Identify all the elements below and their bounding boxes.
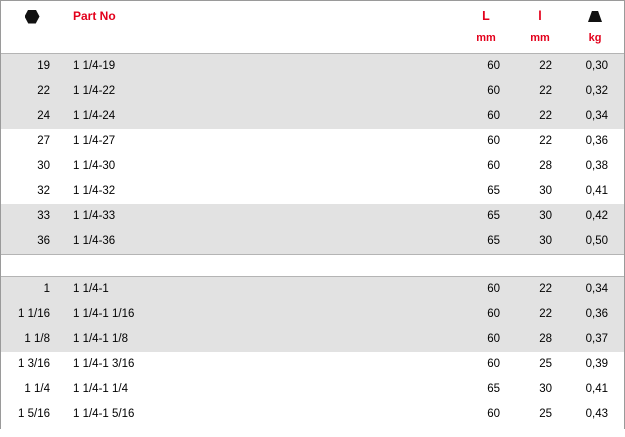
cell-weight: 0,41 (566, 377, 624, 402)
cell-L: 60 (458, 154, 514, 179)
cell-L: 65 (458, 179, 514, 204)
header-row (1, 1, 624, 54)
table-row (1, 79, 624, 104)
cell-size: 22 (1, 79, 63, 104)
cell-weight: 0,38 (566, 154, 624, 179)
cell-l: 22 (514, 54, 566, 80)
cell-L: 60 (458, 302, 514, 327)
column-header-L-symbol: L (482, 8, 490, 25)
table-row (1, 129, 624, 154)
cell-l: 28 (514, 327, 566, 352)
cell-part-no: 1 1/4-1 3/16 (63, 352, 458, 377)
cell-part-no: 1 1/4-32 (63, 179, 458, 204)
cell-weight: 0,41 (566, 179, 624, 204)
column-header-l-unit: mm (530, 31, 550, 45)
cell-weight: 0,32 (566, 79, 624, 104)
cell-L: 60 (458, 402, 514, 427)
cell-part-no: 1 1/4-24 (63, 104, 458, 129)
table-row (1, 352, 624, 377)
weight-icon (588, 8, 602, 25)
cell-weight: 0,42 (566, 204, 624, 229)
table-row (1, 302, 624, 327)
cell-l: 25 (514, 352, 566, 377)
cell-size: 30 (1, 154, 63, 179)
cell-size: 1 1/8 (1, 327, 63, 352)
table-row (1, 154, 624, 179)
table-row (1, 229, 624, 255)
cell-L: 60 (458, 352, 514, 377)
column-header-size (1, 1, 63, 54)
cell-l: 25 (514, 402, 566, 427)
column-header-part-no-label: Part No (73, 9, 116, 24)
cell-size: 1 5/16 (1, 402, 63, 427)
group-separator-cell (1, 255, 624, 277)
cell-size: 32 (1, 179, 63, 204)
cell-size: 36 (1, 229, 63, 255)
cell-L: 65 (458, 204, 514, 229)
cell-l: 22 (514, 302, 566, 327)
cell-size: 27 (1, 129, 63, 154)
column-header-l-symbol: l (538, 8, 541, 25)
cell-l: 30 (514, 229, 566, 255)
cell-l: 28 (514, 154, 566, 179)
hexagon-icon (25, 8, 40, 25)
cell-L: 65 (458, 229, 514, 255)
cell-L: 60 (458, 129, 514, 154)
table-row (1, 179, 624, 204)
cell-l: 30 (514, 179, 566, 204)
cell-l: 30 (514, 204, 566, 229)
cell-weight: 0,36 (566, 129, 624, 154)
group-separator (1, 255, 624, 277)
cell-part-no: 1 1/4-1 1/4 (63, 377, 458, 402)
cell-weight: 0,50 (566, 229, 624, 255)
table-row (1, 204, 624, 229)
table-row (1, 377, 624, 402)
table-body (1, 54, 624, 437)
cell-l: 22 (514, 277, 566, 303)
cell-part-no: 1 1/4-19 (63, 54, 458, 80)
cell-part-no: 1 1/4-27 (63, 129, 458, 154)
cell-part-no: 1 1/4-1 1/8 (63, 327, 458, 352)
cell-weight: 0,30 (566, 54, 624, 80)
cell-L: 60 (458, 54, 514, 80)
cell-part-no: 1 1/4-1 (63, 277, 458, 303)
table-row (1, 104, 624, 129)
cell-L: 60 (458, 327, 514, 352)
cell-part-no: 1 1/4-1 1/16 (63, 302, 458, 327)
column-header-part-no (63, 1, 458, 54)
cell-weight: 0,39 (566, 352, 624, 377)
cell-weight: 0,43 (566, 402, 624, 427)
cell-part-no: 1 1/4-1 5/16 (63, 402, 458, 427)
cell-L: 60 (458, 79, 514, 104)
cell-size: 1 (1, 277, 63, 303)
cell-size: 1 1/16 (1, 302, 63, 327)
cell-weight: 0,37 (566, 327, 624, 352)
cell-size: 33 (1, 204, 63, 229)
cell-L: 60 (458, 277, 514, 303)
cell-size: 1 1/4 (1, 377, 63, 402)
cell-weight: 0,36 (566, 302, 624, 327)
specification-table (1, 1, 624, 437)
column-header-L (458, 1, 514, 54)
table-header (1, 1, 624, 54)
cell-l: 30 (514, 377, 566, 402)
table-row (1, 277, 624, 303)
column-header-weight (566, 1, 624, 54)
cell-l: 22 (514, 129, 566, 154)
column-header-L-unit: mm (476, 31, 496, 45)
cell-L: 60 (458, 104, 514, 129)
cell-weight: 0,34 (566, 104, 624, 129)
column-header-l (514, 1, 566, 54)
column-header-weight-unit: kg (589, 31, 602, 45)
table-row (1, 54, 624, 80)
table-row (1, 402, 624, 427)
cell-part-no: 1 1/4-36 (63, 229, 458, 255)
cell-l: 22 (514, 79, 566, 104)
cell-weight: 0,34 (566, 277, 624, 303)
cell-part-no: 1 1/4-33 (63, 204, 458, 229)
cell-L: 65 (458, 377, 514, 402)
cell-l: 22 (514, 104, 566, 129)
cell-part-no: 1 1/4-30 (63, 154, 458, 179)
cell-size: 1 3/16 (1, 352, 63, 377)
cell-size: 19 (1, 54, 63, 80)
table-row (1, 327, 624, 352)
cell-size: 24 (1, 104, 63, 129)
cell-part-no: 1 1/4-22 (63, 79, 458, 104)
